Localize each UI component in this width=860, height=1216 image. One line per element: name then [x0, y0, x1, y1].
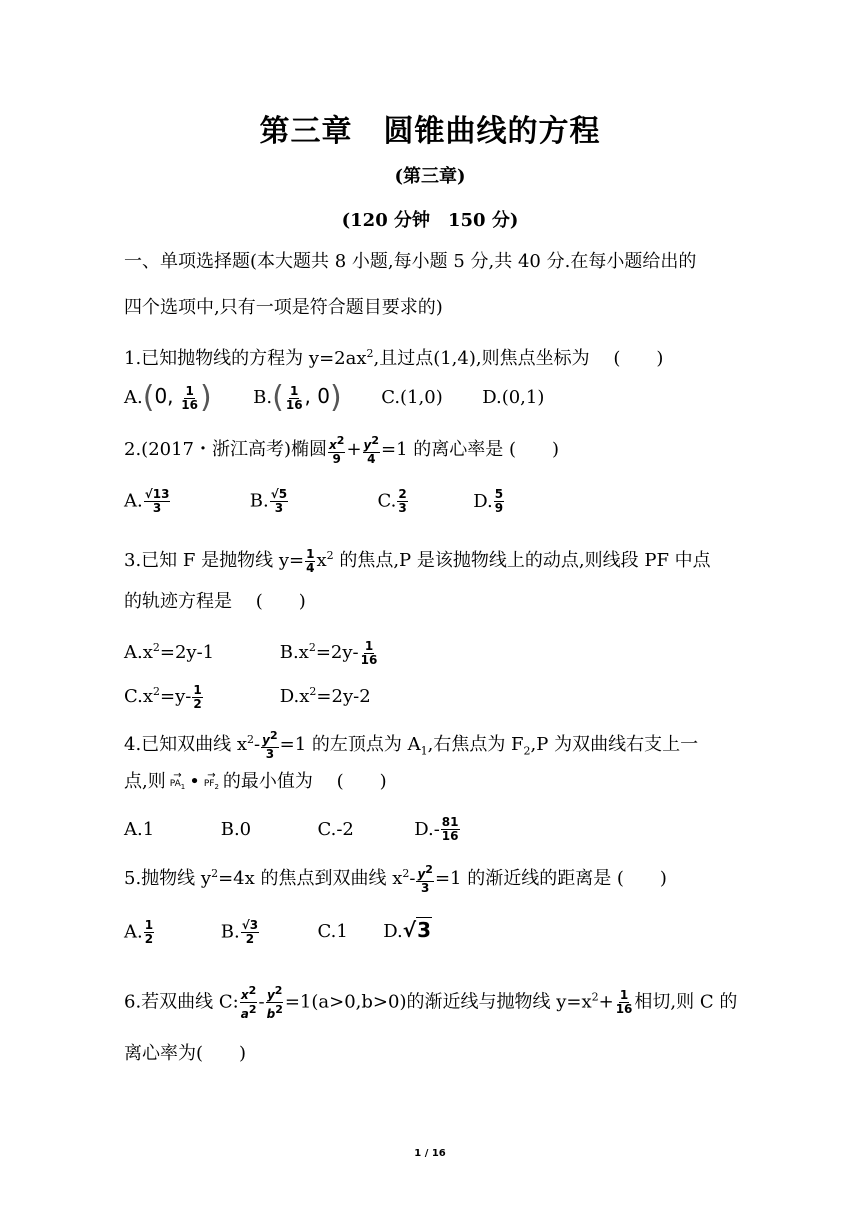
option-c: $C.x^2=y-$ $\frac{1}{2}$ — [124, 682, 202, 711]
vector-pf2: → $PF_2$ — [203, 770, 219, 791]
option-a: $A.x^2=2y-1$ — [124, 641, 215, 663]
question-3-options-row1 — [124, 636, 379, 667]
option-a: A.1 — [124, 818, 155, 840]
chapter-subtitle: (第三章) — [394, 166, 466, 187]
question-5-stem: 5.抛物线 $y^2=4x$ 的焦点到双曲线 $x^2-$ $\frac{y^2}{3}$ =1 的渐近线的距离是 ( ) — [124, 863, 667, 895]
question-2-options — [124, 488, 505, 515]
section-heading-line2: 四个选项中,只有一项是符合题目要求的) — [124, 297, 443, 318]
question-4-line2: 点,则 → $PA_1$ • → $PF_2$ 的最小值为 ( ) — [124, 770, 387, 792]
option-a: A.(0, $\frac{1}{16}$ ) — [124, 380, 212, 415]
vector-pa1: → $PA_1$ — [169, 770, 186, 791]
question-1-stem: 1.已知抛物线的方程为 $y=2ax^2$,且过点(1,4),则焦点坐标为 ( ) — [124, 347, 664, 369]
option-b: B. $\frac{√5}{3}$ — [249, 487, 288, 515]
question-6-stem: 6.若双曲线 C: $\frac{x^2}{a^2}$ - $\frac{y^2}{b^2}$ =1(a>0,b>0)的渐近线与抛物线 $y=x^2+$ $\frac{1}{16}$ 相切,则 C 的 — [124, 984, 738, 1021]
option-c: C.-2 — [317, 818, 354, 840]
option-c: C. $\frac{2}{3}$ — [377, 487, 407, 515]
chapter-title: 第三章 圆锥曲线的方程 — [259, 114, 601, 149]
question-5-options — [124, 918, 432, 946]
option-d: D. $\frac{5}{9}$ — [473, 487, 504, 515]
option-b: B.( $\frac{1}{16}$ , 0) — [253, 380, 342, 415]
question-3-stem: 3.已知 F 是抛物线 y= $\frac{1}{4}$ $x^2$ 的焦点,P 是该抛物线上的动点,则线段 PF 中点 — [124, 546, 711, 575]
option-b: B.0 — [220, 818, 252, 840]
fraction: $\frac{1}{16}$ — [181, 383, 198, 412]
fraction: $\frac{1}{16}$ — [285, 383, 303, 412]
option-d: D.√3 — [383, 918, 431, 942]
question-6-line2: 离心率为( ) — [124, 1043, 247, 1064]
option-b: $B.x^2=2y-$ $\frac{1}{16}$ — [279, 638, 378, 667]
option-a: A. $\frac{√13}{3}$ — [124, 487, 170, 515]
option-d: D.- $\frac{81}{16}$ — [414, 815, 459, 843]
question-3-options-row2 — [124, 680, 371, 711]
page-number: 1 / 16 — [414, 1148, 446, 1159]
time-score: (120 分钟 150 分) — [341, 210, 519, 231]
option-c: C.1 — [317, 921, 348, 942]
option-c: C.(1,0) — [381, 387, 443, 408]
question-2-stem: 2.(2017・浙江高考)椭圆 $\frac{x^2}{9}$ + $\frac{y^2}{4}$ =1 的离心率是 ( ) — [124, 434, 560, 466]
question-4-options — [124, 816, 461, 843]
fraction: $\frac{x^2}{9}$ — [329, 434, 345, 466]
question-1-options — [124, 380, 545, 415]
option-d: D.(0,1) — [482, 387, 545, 408]
option-d: $D.x^2=2y-2$ — [279, 685, 371, 707]
fraction: $\frac{y^2}{4}$ — [363, 434, 380, 466]
question-3-line2: 的轨迹方程是 ( ) — [124, 591, 306, 612]
option-b: B. $\frac{√3}{2}$ — [220, 917, 259, 946]
option-a: A. $\frac{1}{2}$ — [124, 917, 154, 946]
question-4-stem: 4.已知双曲线 $x^2-$ $\frac{y^2}{3}$ =1 的左顶点为 $A_1$,右焦点为 $F_2,P$ 为双曲线右支上一 — [124, 729, 699, 761]
section-heading-line1: 一、单项选择题(本大题共 8 小题,每小题 5 分,共 40 分.在每小题给出的 — [124, 251, 697, 272]
